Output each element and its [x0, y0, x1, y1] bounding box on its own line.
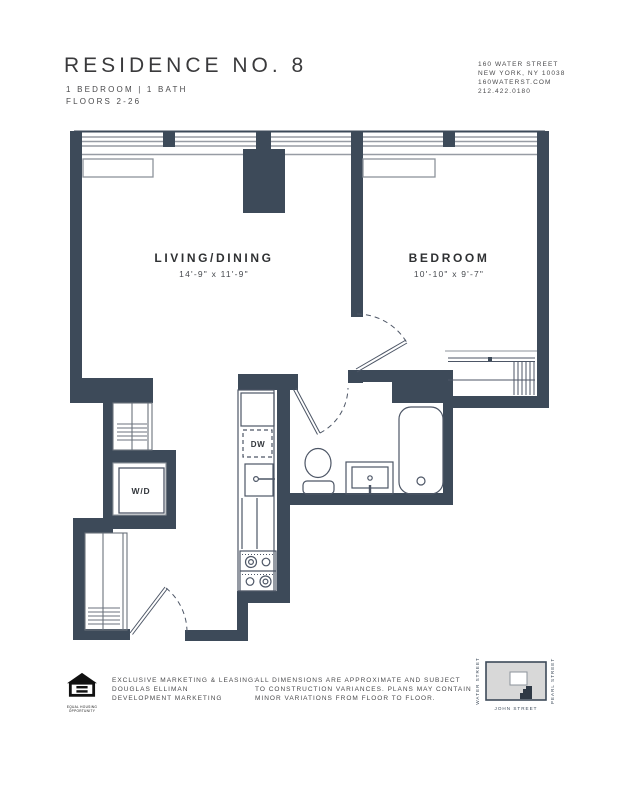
linen-closet	[113, 403, 152, 450]
marketing-line: DEVELOPMENT MARKETING	[112, 695, 223, 702]
equal-housing-label: EQUAL HOUSING OPPORTUNITY	[66, 705, 98, 713]
hvac-unit-bedroom	[363, 159, 435, 177]
residence-subtitle: 1 BEDROOM | 1 BATH	[66, 85, 188, 94]
equal-housing-house-icon	[65, 672, 99, 700]
disclaimer-line: MINOR VARIATIONS FROM FLOOR TO FLOOR.	[255, 695, 436, 702]
address-line: NEW YORK, NY 10038	[478, 70, 566, 77]
refrigerator	[241, 393, 274, 426]
kitchen-sink	[245, 464, 275, 496]
address-line: 212.422.0180	[478, 88, 531, 95]
bedroom-door	[356, 314, 407, 372]
bedroom-label: BEDROOM	[408, 251, 490, 265]
page-title: RESIDENCE NO. 8	[64, 54, 308, 77]
stove	[240, 551, 276, 591]
bathroom-door	[294, 388, 349, 435]
entry-closet	[85, 533, 127, 630]
walls	[70, 131, 549, 641]
marketing-line: DOUGLAS ELLIMAN	[112, 686, 189, 693]
floors-label: FLOORS 2-26	[66, 97, 142, 106]
entry-door	[130, 587, 187, 635]
living-dining-label: LIVING/DINING	[154, 251, 274, 265]
bathroom-sink	[346, 462, 393, 494]
bedroom-dimensions: 10'-10" x 9'-7"	[413, 269, 485, 279]
washer-dryer-label: W/D	[131, 486, 151, 496]
living-dining-dimensions: 14'-9" x 11'-9"	[179, 269, 249, 279]
map-street-right: PEARL STREET	[550, 657, 555, 705]
equal-housing-logo	[64, 672, 100, 713]
map-street-bottom: JOHN STREET	[494, 706, 538, 711]
address-line: 160 WATER STREET	[478, 61, 559, 68]
disclaimer-line: TO CONSTRUCTION VARIANCES. PLANS MAY CONTAIN	[255, 686, 472, 693]
bathroom	[303, 407, 443, 494]
map-street-left: WATER STREET	[475, 657, 480, 705]
hvac-unit-living	[83, 159, 153, 177]
bathtub	[399, 407, 443, 494]
address-line: 160WATERST.COM	[478, 79, 552, 86]
bedroom-closet	[445, 351, 537, 395]
marketing-line: EXCLUSIVE MARKETING & LEASING:	[112, 677, 257, 684]
toilet	[303, 449, 334, 495]
dishwasher-label: DW	[250, 440, 266, 449]
disclaimer-line: ALL DIMENSIONS ARE APPROXIMATE AND SUBJECT	[255, 677, 461, 684]
kitchen	[238, 390, 276, 591]
window-wall	[74, 132, 545, 155]
